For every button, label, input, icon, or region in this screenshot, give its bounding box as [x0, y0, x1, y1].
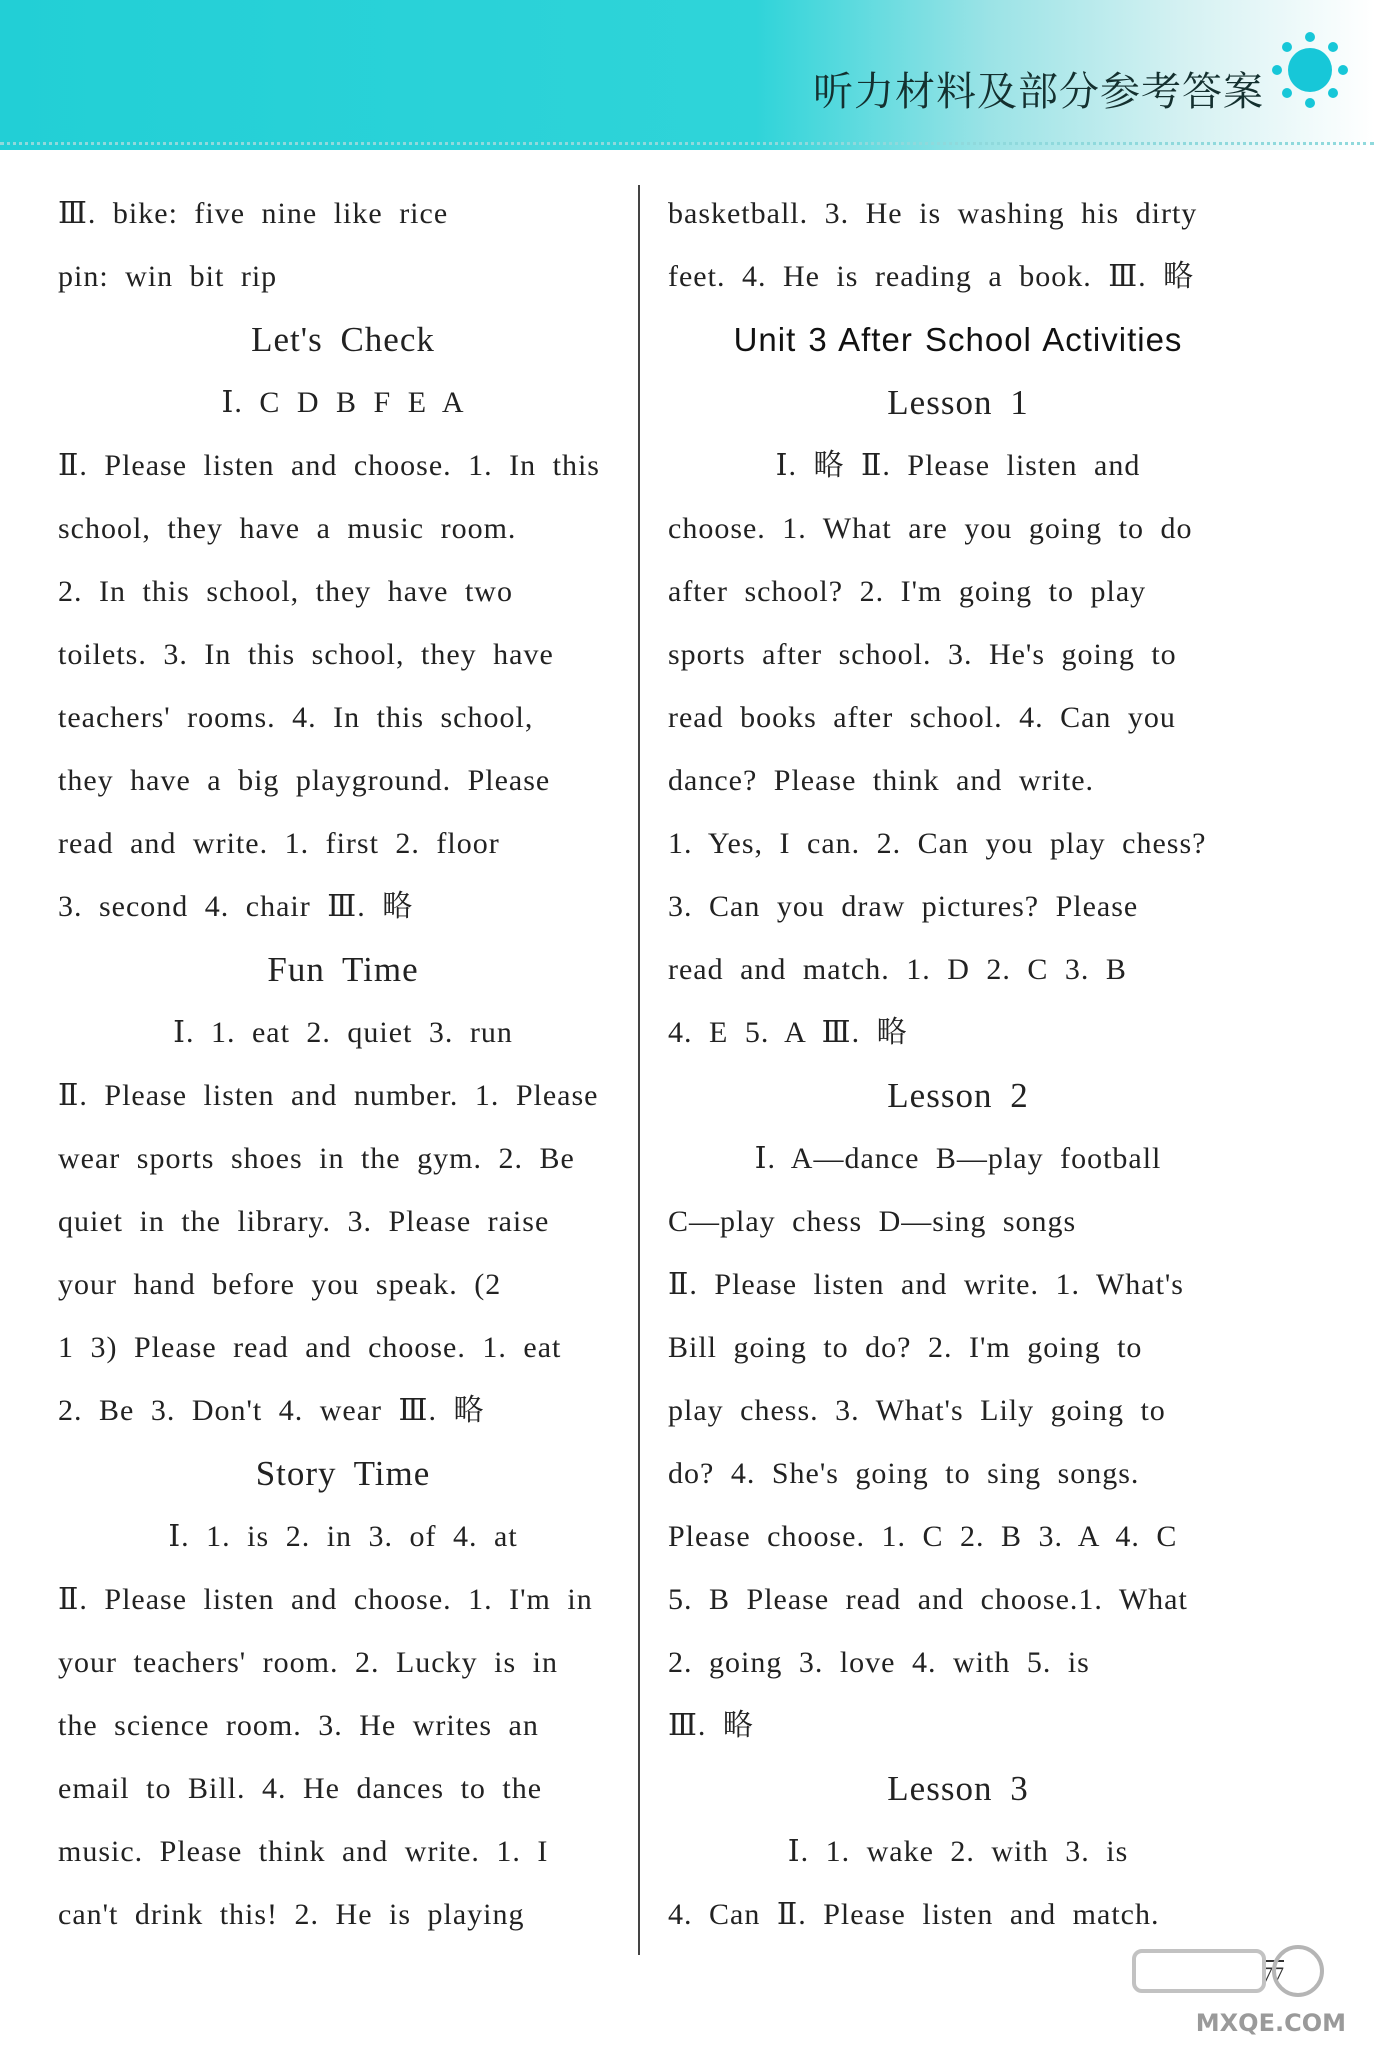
answer-line: Ⅱ. Please listen and write. 1. What's	[668, 1268, 1184, 1301]
header-dotted-rule	[0, 142, 1374, 145]
answer-line: 3. second 4. chair Ⅲ. 略	[58, 890, 414, 923]
answer-line: play chess. 3. What's Lily going to	[668, 1394, 1166, 1427]
answer-line: sports after school. 3. He's going to	[668, 638, 1177, 671]
answer-line: wear sports shoes in the gym. 2. Be	[58, 1142, 575, 1175]
answer-line: Ⅰ. A—dance B—play football	[754, 1142, 1162, 1175]
page-header-banner	[0, 0, 1374, 150]
unit-title: Unit 3 After School Activities	[733, 321, 1183, 358]
answer-line: basketball. 3. He is washing his dirty	[668, 197, 1198, 230]
watermark-text: MXQE.COM	[1195, 2009, 1346, 2037]
answer-line: Ⅲ. 略	[668, 1709, 754, 1742]
answer-line: toilets. 3. In this school, they have	[58, 638, 554, 671]
answer-line: music. Please think and write. 1. I	[58, 1835, 549, 1868]
section-heading: Story Time	[255, 1454, 431, 1493]
answer-line: your teachers' room. 2. Lucky is in	[58, 1646, 558, 1679]
section-heading: Lesson 2	[887, 1076, 1029, 1115]
answer-line: pin: win bit rip	[58, 260, 278, 293]
page-number: 77	[1262, 1962, 1284, 1987]
answer-line: Ⅰ. 1. is 2. in 3. of 4. at	[168, 1520, 518, 1553]
section-heading: Lesson 3	[887, 1769, 1029, 1808]
answer-line: Ⅲ. bike: five nine like rice	[58, 197, 449, 230]
answer-line: school, they have a music room.	[58, 512, 517, 545]
answer-line: read and match. 1. D 2. C 3. B	[668, 953, 1127, 986]
answer-line: 1 3) Please read and choose. 1. eat	[58, 1331, 562, 1364]
answer-line: email to Bill. 4. He dances to the	[58, 1772, 543, 1805]
answer-line: choose. 1. What are you going to do	[668, 512, 1193, 545]
answer-line: read and write. 1. first 2. floor	[58, 827, 500, 860]
answer-line: can't drink this! 2. He is playing	[58, 1898, 525, 1931]
answer-line: Ⅱ. Please listen and number. 1. Please	[58, 1079, 599, 1112]
column-divider	[638, 185, 640, 1955]
section-heading: Let's Check	[251, 320, 435, 359]
answer-line: Ⅱ. Please listen and choose. 1. I'm in	[58, 1583, 593, 1616]
right-column	[668, 182, 1248, 1946]
answer-line: 4. E 5. A Ⅲ. 略	[668, 1016, 908, 1049]
section-heading: Lesson 1	[887, 383, 1029, 422]
answer-line: 5. B Please read and choose.1. What	[668, 1583, 1188, 1616]
answer-line: teachers' rooms. 4. In this school,	[58, 701, 534, 734]
answer-line: 3. Can you draw pictures? Please	[668, 890, 1139, 923]
answer-line: your hand before you speak. (2	[58, 1268, 502, 1301]
answer-line: they have a big playground. Please	[58, 764, 551, 797]
answer-line: read books after school. 4. Can you	[668, 701, 1176, 734]
answer-line: after school? 2. I'm going to play	[668, 575, 1147, 608]
answer-line: Please choose. 1. C 2. B 3. A 4. C	[668, 1520, 1178, 1553]
answer-line: Ⅰ. 略 Ⅱ. Please listen and	[775, 449, 1141, 482]
answer-line: Ⅰ. 1. eat 2. quiet 3. run	[173, 1016, 513, 1049]
answer-line: Ⅱ. Please listen and choose. 1. In this	[58, 449, 600, 482]
answer-line: feet. 4. He is reading a book. Ⅲ. 略	[668, 260, 1195, 293]
answer-line: Ⅰ. C D B F E A	[221, 386, 465, 419]
answer-line: 2. Be 3. Don't 4. wear Ⅲ. 略	[58, 1394, 485, 1427]
sun-icon	[1270, 30, 1350, 110]
header-title: 听力材料及部分参考答案	[813, 69, 1264, 115]
answer-line: the science room. 3. He writes an	[58, 1709, 539, 1742]
section-heading: Fun Time	[267, 950, 419, 989]
watermark-logo-icon	[1126, 1943, 1346, 2001]
answer-line: Bill going to do? 2. I'm going to	[668, 1331, 1143, 1364]
answer-line: 4. Can Ⅱ. Please listen and match.	[668, 1898, 1160, 1931]
left-column	[58, 182, 628, 1946]
answer-line: C—play chess D—sing songs	[668, 1205, 1077, 1238]
answer-line: 2. In this school, they have two	[58, 575, 513, 608]
answer-line: Ⅰ. 1. wake 2. with 3. is	[787, 1835, 1129, 1868]
answer-line: 2. going 3. love 4. with 5. is	[668, 1646, 1090, 1679]
answer-line: do? 4. She's going to sing songs.	[668, 1457, 1140, 1490]
answer-line: 1. Yes, I can. 2. Can you play chess?	[668, 827, 1207, 860]
answer-line: quiet in the library. 3. Please raise	[58, 1205, 550, 1238]
answer-line: dance? Please think and write.	[668, 764, 1095, 797]
